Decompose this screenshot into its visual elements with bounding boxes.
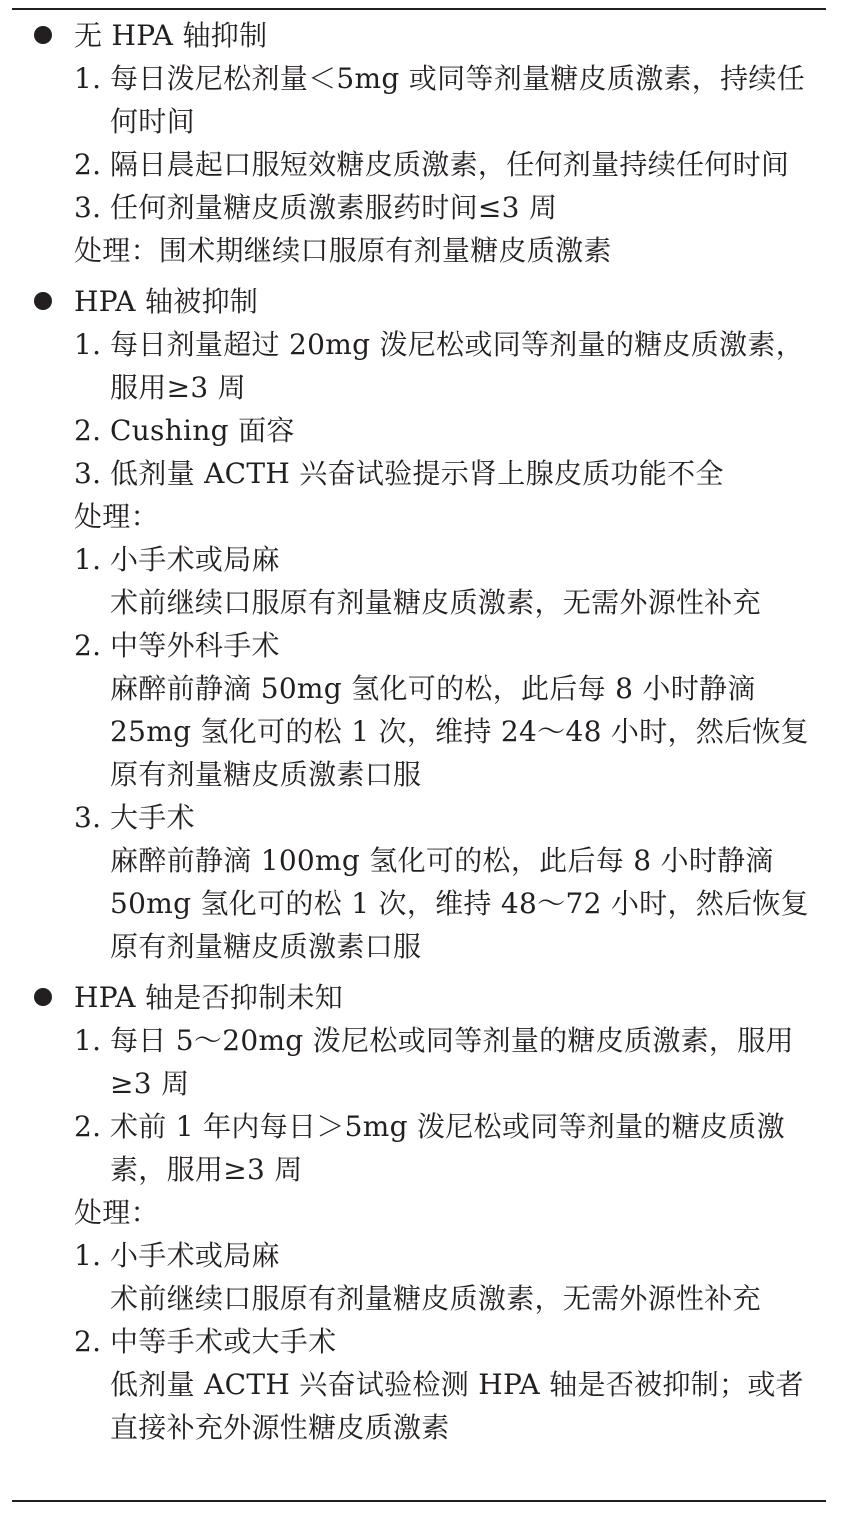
treatment-title-text: 中等外科手术	[110, 629, 280, 662]
section-suppressed	[0, 280, 843, 968]
item-text: 隔日晨起口服短效糖皮质激素，任何剂量持续任何时间	[110, 148, 790, 181]
item-number: 3.	[74, 457, 102, 490]
item-text: 低剂量 ACTH 兴奋试验提示肾上腺皮质功能不全	[110, 457, 724, 490]
item-number: 2.	[74, 414, 102, 447]
bullet-icon	[34, 292, 52, 310]
bullet-icon	[34, 988, 52, 1006]
list-item	[0, 1105, 843, 1191]
section-heading	[0, 976, 843, 1019]
item-number: 2.	[74, 148, 102, 181]
handling-text: 处理：围术期继续口服原有剂量糖皮质激素	[74, 234, 612, 267]
item-number: 1.	[74, 1024, 102, 1057]
item-text: 任何剂量糖皮质激素服药时间≤3 周	[110, 191, 558, 224]
handling-label: 处理：	[74, 500, 159, 533]
list-item	[0, 143, 843, 186]
section-heading	[0, 280, 843, 323]
item-number: 1.	[74, 543, 102, 576]
treatment-title	[0, 538, 843, 581]
top-rule	[12, 8, 826, 10]
treatment-body: 术前继续口服原有剂量糖皮质激素，无需外源性补充	[110, 1282, 761, 1315]
treatment-title-text: 中等手术或大手术	[110, 1325, 337, 1358]
item-text: 每日 5～20mg 泼尼松或同等剂量的糖皮质激素，服用≥3 周	[110, 1024, 794, 1100]
bottom-rule	[12, 1500, 826, 1502]
list-item	[0, 186, 843, 229]
treatment-body: 麻醉前静滴 50mg 氢化可的松，此后每 8 小时静滴 25mg 氢化可的松 1 次，维持 24～48 小时，然后恢复原有剂量糖皮质激素口服	[110, 672, 809, 791]
section-heading	[0, 14, 843, 57]
section-unknown	[0, 976, 843, 1449]
heading-text: 无 HPA 轴抑制	[74, 19, 268, 52]
item-number: 2.	[74, 1110, 102, 1143]
item-text: 每日剂量超过 20mg 泼尼松或同等剂量的糖皮质激素，服用≥3 周	[110, 328, 805, 404]
handling-label: 处理：	[74, 1196, 159, 1229]
item-number: 2.	[74, 629, 102, 662]
heading-text: HPA 轴是否抑制未知	[74, 981, 344, 1014]
item-number: 1.	[74, 328, 102, 361]
item-text: Cushing 面容	[110, 414, 295, 447]
list-item	[0, 1019, 843, 1105]
item-number: 3.	[74, 191, 102, 224]
list-item	[0, 409, 843, 452]
section-no-suppression	[0, 14, 843, 272]
treatment-title	[0, 1234, 843, 1277]
item-text: 每日泼尼松剂量＜5mg 或同等剂量糖皮质激素，持续任何时间	[110, 62, 805, 138]
document-body	[0, 14, 843, 1457]
item-text: 术前 1 年内每日＞5mg 泼尼松或同等剂量的糖皮质激素，服用≥3 周	[110, 1110, 785, 1186]
treatment-body: 低剂量 ACTH 兴奋试验检测 HPA 轴是否被抑制；或者直接补充外源性糖皮质激素	[110, 1368, 804, 1444]
item-number: 2.	[74, 1325, 102, 1358]
treatment-title-text: 小手术或局麻	[110, 543, 280, 576]
heading-text: HPA 轴被抑制	[74, 285, 259, 318]
treatment-title-text: 小手术或局麻	[110, 1239, 280, 1272]
list-item	[0, 57, 843, 143]
treatment-title-text: 大手术	[110, 801, 195, 834]
list-item	[0, 452, 843, 495]
treatment-body: 麻醉前静滴 100mg 氢化可的松，此后每 8 小时静滴 50mg 氢化可的松 1 次，维持 48～72 小时，然后恢复原有剂量糖皮质激素口服	[110, 844, 809, 963]
item-number: 1.	[74, 62, 102, 95]
treatment-title	[0, 1320, 843, 1363]
treatment-title	[0, 624, 843, 667]
list-item	[0, 323, 843, 409]
item-number: 3.	[74, 801, 102, 834]
item-number: 1.	[74, 1239, 102, 1272]
treatment-title	[0, 796, 843, 839]
treatment-body: 术前继续口服原有剂量糖皮质激素，无需外源性补充	[110, 586, 761, 619]
bullet-icon	[34, 26, 52, 44]
